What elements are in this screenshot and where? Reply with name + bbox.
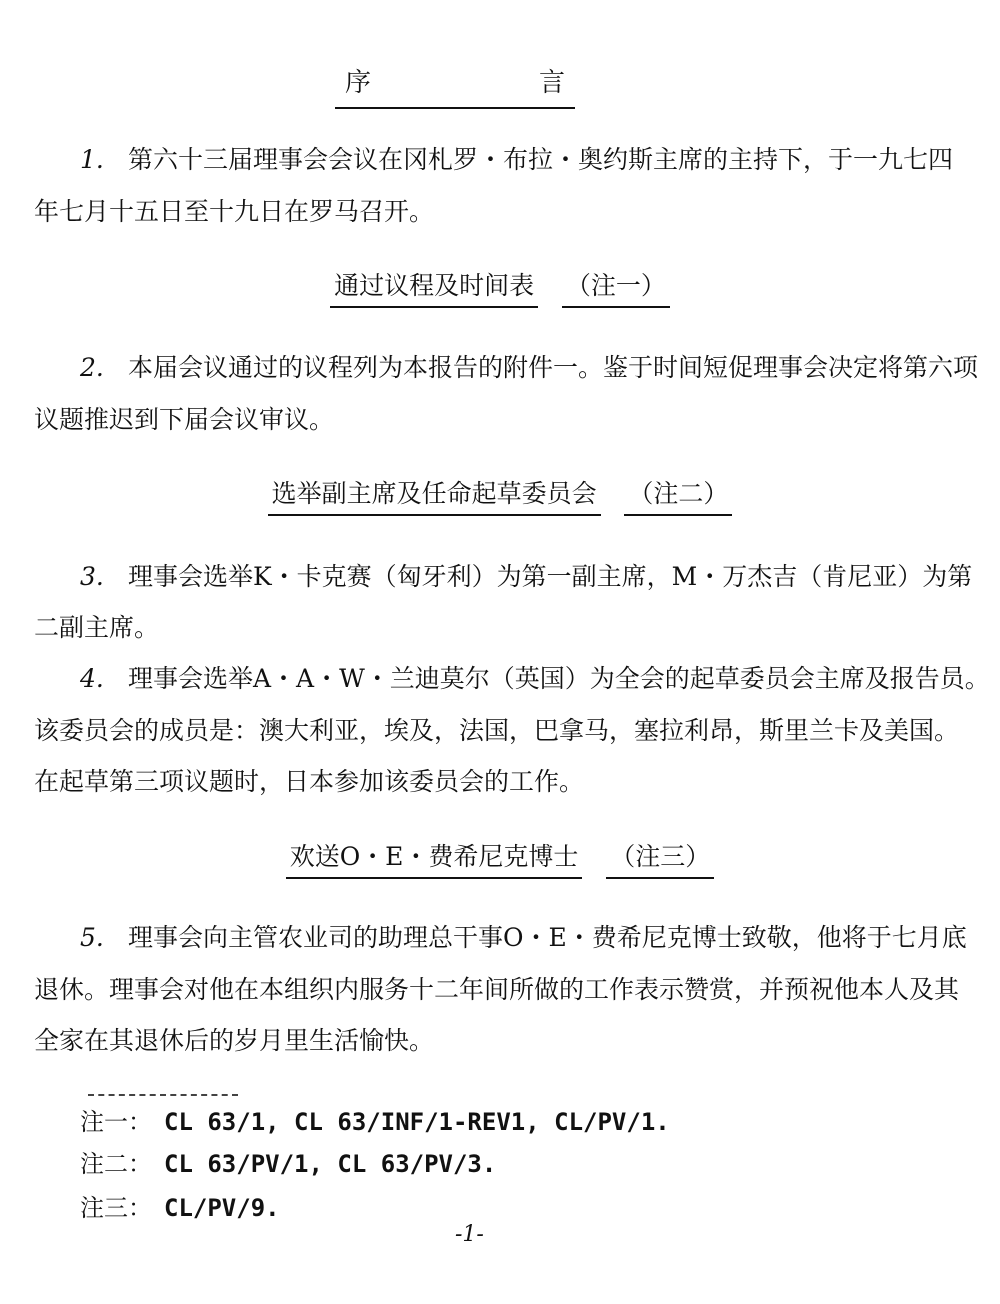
title-right: 言 bbox=[538, 68, 565, 98]
paragraph-number: 2. bbox=[80, 353, 104, 382]
document-title bbox=[335, 62, 575, 109]
page-number: -1- bbox=[455, 1222, 484, 1247]
paragraph-4-line-1: 4. 理事会选举A・A・W・兰迪莫尔（英国）为全会的起草委员会主席及报告员。 bbox=[80, 664, 990, 693]
paragraph-5-line-3: 全家在其退休后的岁月里生活愉快。 bbox=[34, 1026, 435, 1055]
footnote-1: 注一： CL 63/1, CL 63/INF/1-REV1, CL/PV/1. bbox=[80, 1108, 670, 1136]
paragraph-4-line-2: 该委员会的成员是：澳大利亚，埃及，法国，巴拿马，塞拉利昂，斯里兰卡及美国。 bbox=[34, 716, 960, 745]
paragraph-2-line-2: 议题推迟到下届会议审议。 bbox=[34, 405, 335, 434]
paragraph-number: 5. bbox=[80, 923, 104, 952]
paragraph-3-line-1: 3. 理事会选举K・卡克赛（匈牙利）为第一副主席，M・万杰吉（肯尼亚）为第 bbox=[80, 562, 973, 591]
paragraph-number: 4. bbox=[80, 664, 104, 693]
paragraph-5-line-1: 5. 理事会向主管农业司的助理总干事O・E・费希尼克博士致敬，他将于七月底 bbox=[80, 923, 967, 952]
paragraph-3-line-2: 二副主席。 bbox=[34, 613, 160, 642]
paragraph-5-line-2: 退休。理事会对他在本组织内服务十二年间所做的工作表示赞赏，并预祝他本人及其 bbox=[34, 975, 960, 1004]
section-heading-farewell: 欢送O・E・费希尼克博士 （注三） bbox=[0, 841, 1000, 873]
paragraph-4-line-3: 在起草第三项议题时，日本参加该委员会的工作。 bbox=[34, 767, 585, 796]
title-left: 序 bbox=[345, 68, 372, 98]
section-heading-agenda: 通过议程及时间表 （注一） bbox=[0, 270, 1000, 302]
footnote-2: 注二： CL 63/PV/1, CL 63/PV/3. bbox=[80, 1150, 497, 1178]
paragraph-1-line-2: 年七月十五日至十九日在罗马召开。 bbox=[34, 197, 435, 226]
footnote-3: 注三： CL/PV/9. bbox=[80, 1194, 280, 1222]
paragraph-number: 1. bbox=[80, 145, 104, 174]
paragraph-1-line-1: 1. 第六十三届理事会会议在冈札罗・布拉・奥约斯主席的主持下，于一九七四 bbox=[80, 145, 954, 174]
paragraph-2-line-1: 2. 本届会议通过的议程列为本报告的附件一。鉴于时间短促理事会决定将第六项 bbox=[80, 353, 979, 382]
footnote-divider bbox=[88, 1094, 238, 1096]
paragraph-number: 3. bbox=[80, 562, 104, 591]
section-heading-election: 选举副主席及任命起草委员会 （注二） bbox=[0, 478, 1000, 510]
